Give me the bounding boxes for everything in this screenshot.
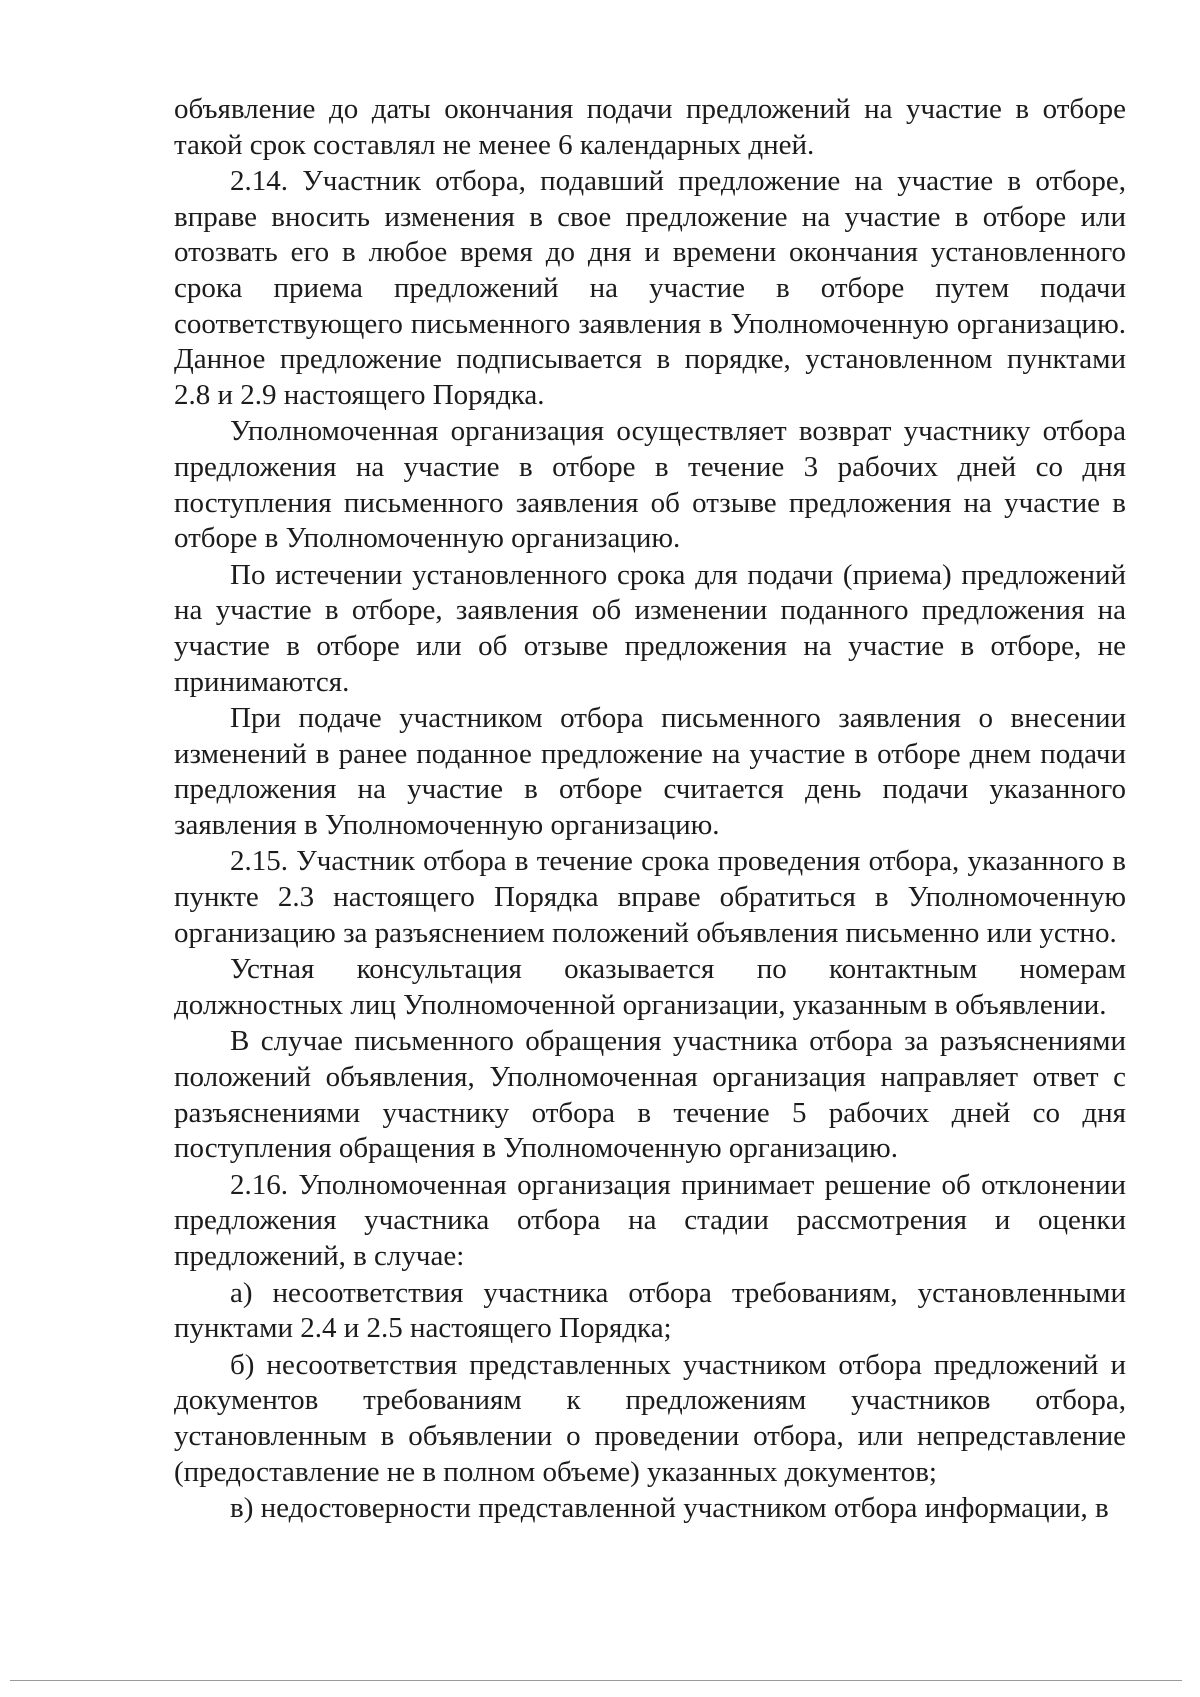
paragraph-oral-consultation: Устная консультация оказывается по контактным номерам должностных лиц Уполномоченной организации, указанным в объявлении. bbox=[174, 953, 1126, 1021]
page-bottom-divider bbox=[10, 1680, 1182, 1681]
document-body bbox=[174, 92, 1126, 1527]
paragraph-2-16: 2.16. Уполномоченная организация принимает решение об отклонении предложения участника отбора на стадии рассмотрения и оценки предложений, в случае: bbox=[174, 1168, 1126, 1272]
paragraph-continuation: объявление до даты окончания подачи предложений на участие в отборе такой срок составлял не менее 6 календарных дней. bbox=[174, 93, 1126, 161]
paragraph-amendment-date: При подаче участником отбора письменного заявления о внесении изменений в ранее поданное предложение на участие в отборе днем подачи предложения на участие в отборе считается день подачи указанного заявления в Уполномоченную организацию. bbox=[174, 702, 1126, 841]
paragraph-return-proposal: Уполномоченная организация осуществляет возврат участнику отбора предложения на участие в отборе в течение 3 рабочих дней со дня поступления письменного заявления об отзыве предложения на участие в отборе в Уполномоченную организацию. bbox=[174, 415, 1126, 555]
list-item-v: в) недостоверности представленной участником отбора информации, в bbox=[230, 1492, 1109, 1525]
paragraph-written-request: В случае письменного обращения участника отбора за разъяснениями положений объявления, Уполномоченная организация направляет ответ с разъяснениями участнику отбора в течение 5 рабочих дней со дня поступления обращения в Уполномоченную организацию. bbox=[174, 1025, 1126, 1165]
paragraph-2-14: 2.14. Участник отбора, подавший предложение на участие в отборе, вправе вносить изменения в свое предложение на участие в отборе или отозвать его в любое время до дня и времени окончания установленного срока приема предложений на участие в отборе путем подачи соответствующего письменного заявления в Уполномоченную организацию. Данное предложение подписывается в порядке, установленном пунктами 2.8 и 2.9 настоящего Порядка. bbox=[174, 165, 1126, 411]
paragraph-2-15: 2.15. Участник отбора в течение срока проведения отбора, указанного в пункте 2.3 настоящего Порядка вправе обратиться в Уполномоченную организацию за разъяснением положений объявления письменно или устно. bbox=[174, 845, 1126, 949]
paragraph-deadline-expiry: По истечении установленного срока для подачи (приема) предложений на участие в отборе, заявления об изменении поданного предложения на участие в отборе или об отзыве предложения на участие в отборе, не принимаются. bbox=[174, 558, 1126, 698]
list-item-a: а) несоответствия участника отбора требованиям, установленными пунктами 2.4 и 2.5 настоящего Порядка; bbox=[174, 1276, 1126, 1345]
list-item-b: б) несоответствия представленных участником отбора предложений и документов требованиям к предложениям участников отбора, установленным в объявлении о проведении отбора, или непредставление (предоставление не в полном объеме) указанных документов; bbox=[174, 1348, 1126, 1488]
